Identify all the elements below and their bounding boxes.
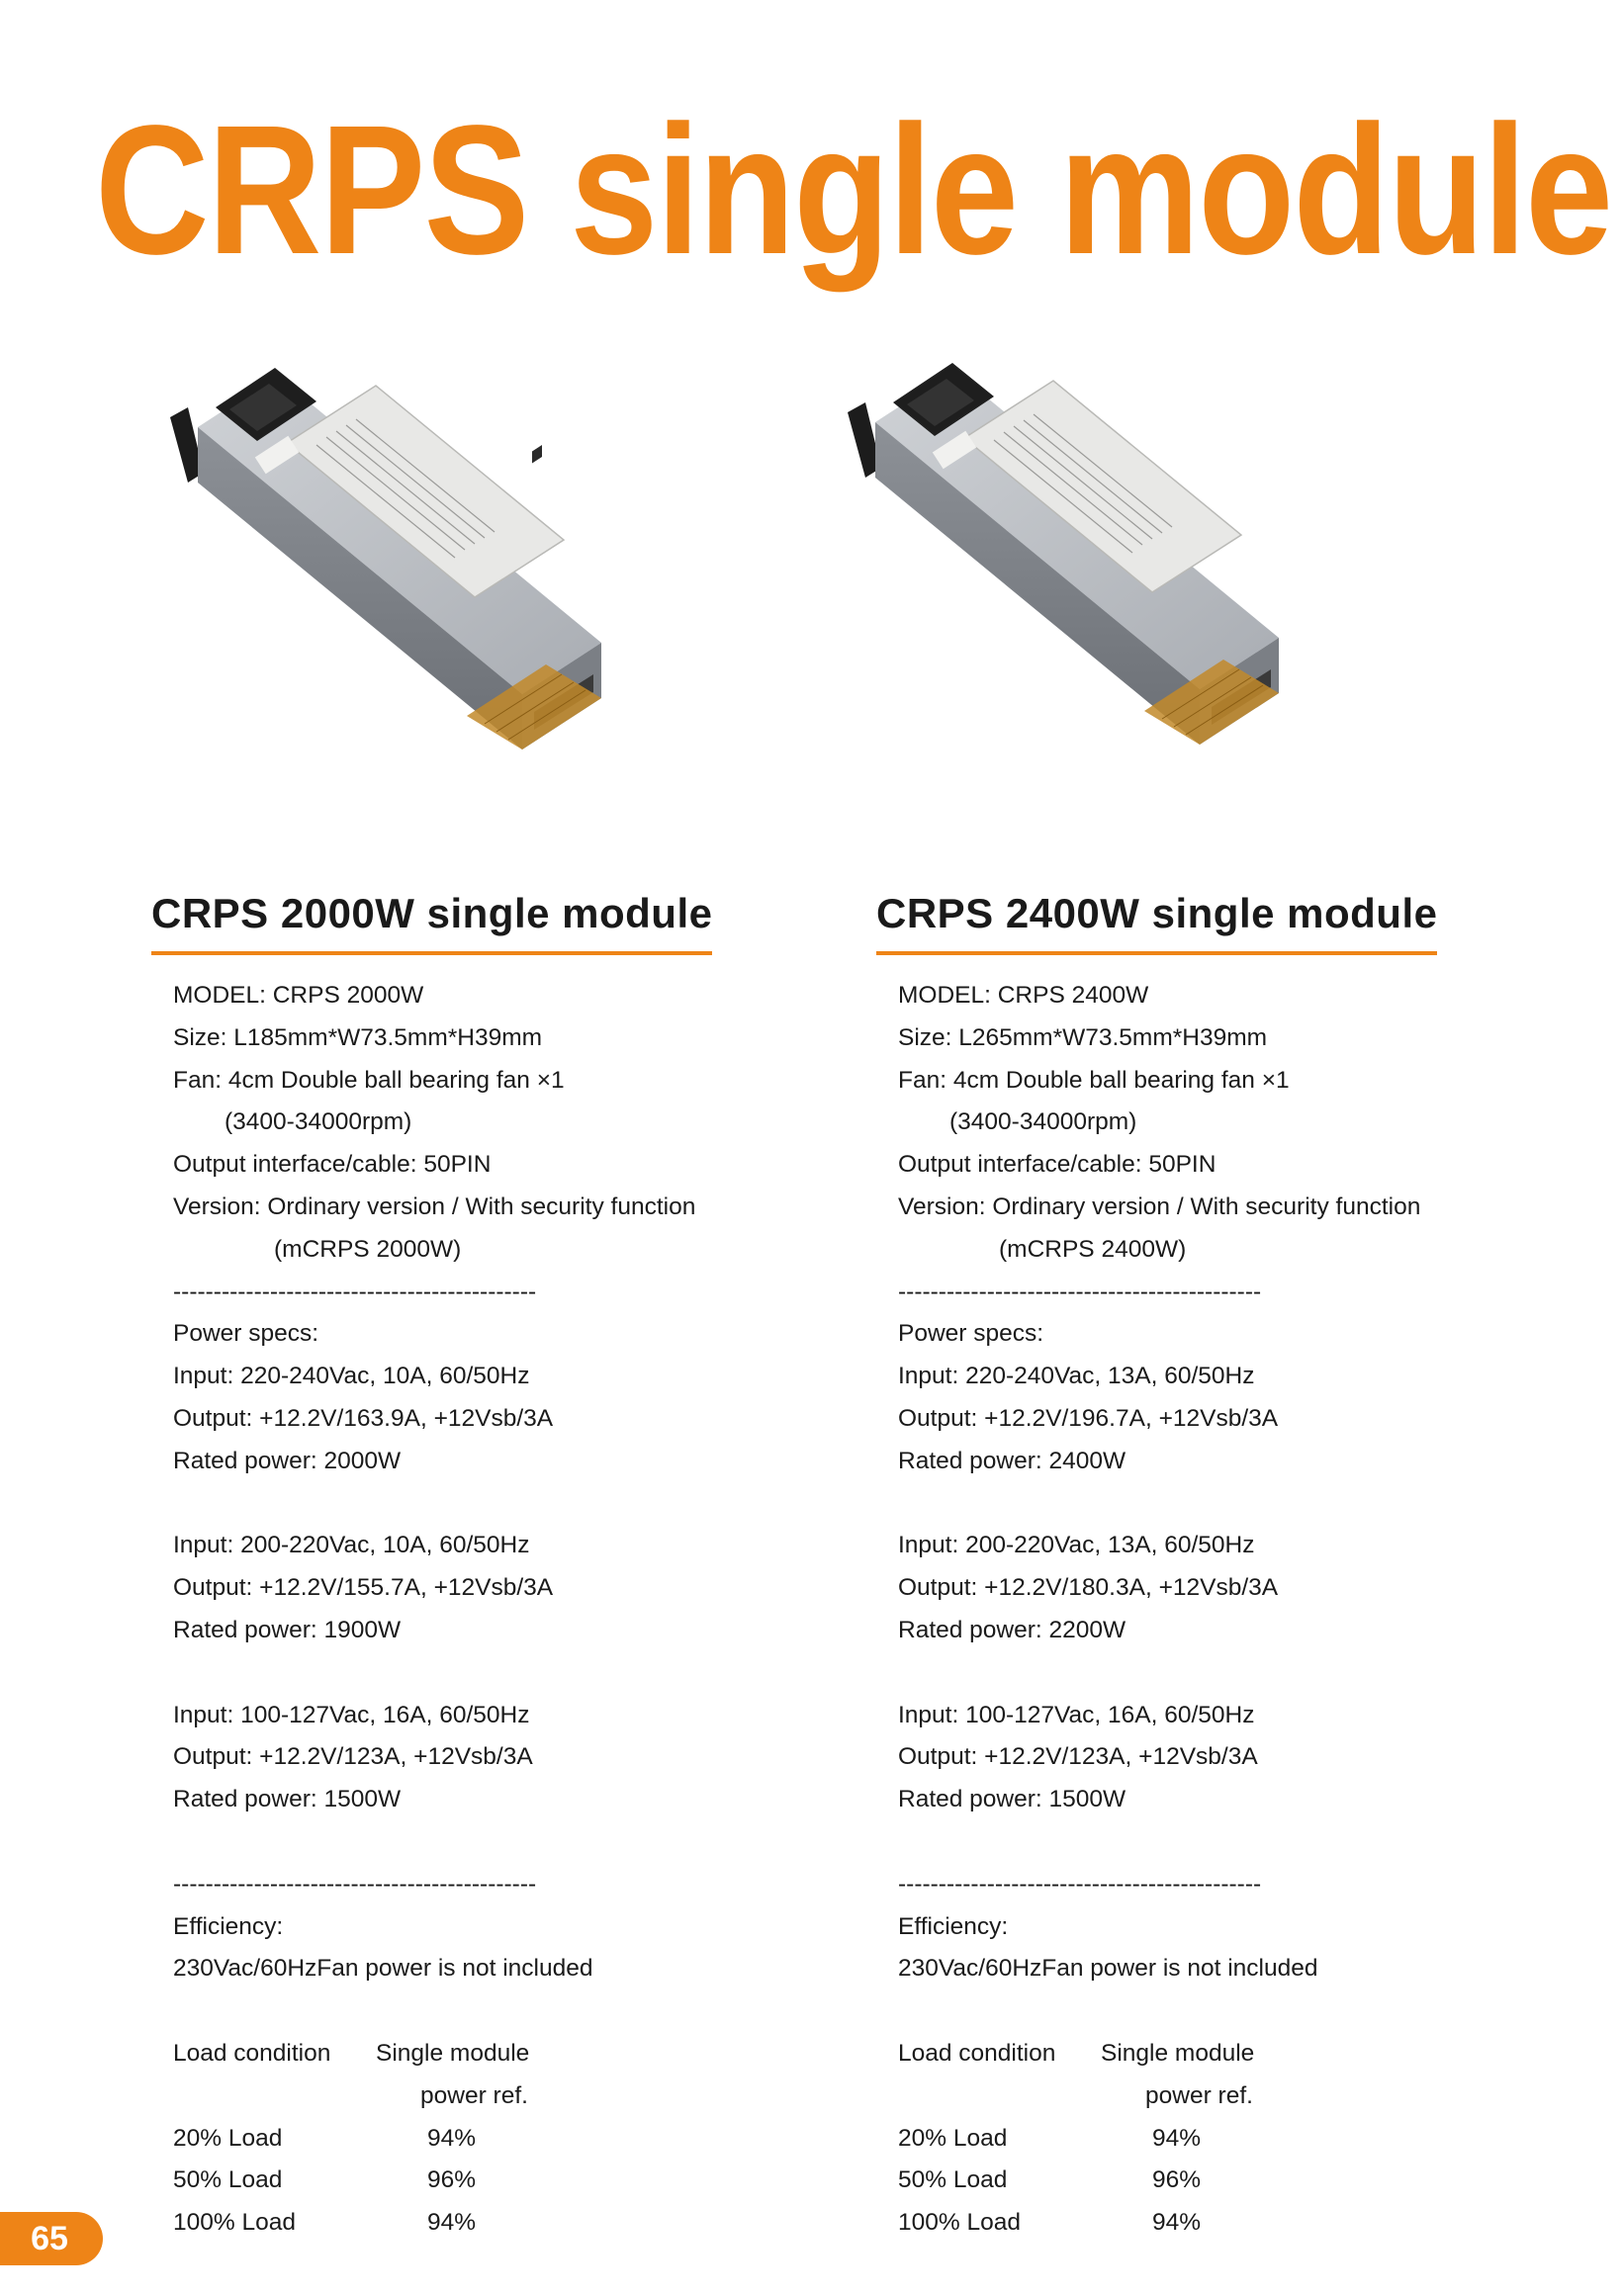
spec-version-sub: (mCRPS 2000W): [274, 1235, 462, 1263]
load-cell: 20% Load: [898, 2124, 1008, 2152]
spec-version: Version: Ordinary version / With security function: [173, 1192, 696, 1220]
load-cell: 100% Load: [173, 2209, 296, 2237]
table-row: [898, 2118, 1549, 2161]
efficiency-note: 230Vac/60HzFan power is not included: [173, 1955, 593, 1983]
product-heading: CRPS 2400W single module: [876, 890, 1437, 955]
spec-list: [876, 975, 1549, 2245]
power-rated: Rated power: 2400W: [898, 1447, 1126, 1474]
power-output: Output: +12.2V/180.3A, +12Vsb/3A: [898, 1574, 1279, 1602]
spec-version: Version: Ordinary version / With security function: [898, 1192, 1421, 1220]
load-cell: 50% Load: [898, 2166, 1008, 2194]
spec-model: MODEL: CRPS 2000W: [173, 982, 424, 1009]
table-row: [898, 2160, 1549, 2202]
table-row: [173, 2202, 824, 2245]
efficiency-cell: 96%: [427, 2166, 477, 2194]
efficiency-label: Efficiency:: [898, 1912, 1009, 1940]
power-output: Output: +12.2V/155.7A, +12Vsb/3A: [173, 1574, 554, 1602]
spec-fan: Fan: 4cm Double ball bearing fan ×1: [173, 1066, 565, 1094]
efficiency-cell: 94%: [1152, 2124, 1202, 2152]
table-row: [898, 2202, 1549, 2245]
efficiency-label: Efficiency:: [173, 1912, 284, 1940]
power-input: Input: 200-220Vac, 10A, 60/50Hz: [173, 1532, 530, 1559]
spec-size: Size: L185mm*W73.5mm*H39mm: [173, 1023, 543, 1051]
psu-2000w-image: [158, 356, 692, 821]
spec-size: Size: L265mm*W73.5mm*H39mm: [898, 1023, 1268, 1051]
spec-version-sub: (mCRPS 2400W): [999, 1235, 1187, 1263]
power-rated: Rated power: 2200W: [898, 1616, 1126, 1643]
power-input: Input: 220-240Vac, 10A, 60/50Hz: [173, 1363, 530, 1390]
load-cell: 100% Load: [898, 2209, 1021, 2237]
spec-list: [151, 975, 824, 2245]
power-specs-label: Power specs:: [898, 1320, 1044, 1348]
efficiency-cell: 96%: [1152, 2166, 1202, 2194]
product-column-2400w: [876, 890, 1549, 2245]
table-row: [173, 2118, 824, 2161]
efficiency-cell: 94%: [427, 2124, 477, 2152]
header-power-ref: power ref.: [1145, 2081, 1253, 2109]
efficiency-table-header: [173, 2033, 824, 2075]
page-number-badge: 65: [0, 2212, 103, 2265]
spec-fan-rpm: (3400-34000rpm): [949, 1108, 1137, 1136]
divider: ---------------------------------------------: [173, 1278, 537, 1305]
spec-output-interface: Output interface/cable: 50PIN: [173, 1151, 492, 1179]
spec-fan-rpm: (3400-34000rpm): [225, 1108, 412, 1136]
power-input: Input: 220-240Vac, 13A, 60/50Hz: [898, 1363, 1255, 1390]
power-output: Output: +12.2V/163.9A, +12Vsb/3A: [173, 1404, 554, 1432]
header-load-condition: Load condition: [898, 2039, 1056, 2067]
power-output: Output: +12.2V/123A, +12Vsb/3A: [898, 1743, 1258, 1771]
divider: ---------------------------------------------: [898, 1278, 1262, 1305]
divider: ---------------------------------------------: [898, 1870, 1262, 1898]
header-power-ref: power ref.: [420, 2081, 528, 2109]
power-rated: Rated power: 2000W: [173, 1447, 402, 1474]
product-column-2000w: [151, 890, 824, 2245]
load-cell: 50% Load: [173, 2166, 283, 2194]
spec-output-interface: Output interface/cable: 50PIN: [898, 1151, 1216, 1179]
header-load-condition: Load condition: [173, 2039, 331, 2067]
psu-2400w-image: [836, 351, 1370, 816]
efficiency-cell: 94%: [427, 2209, 477, 2237]
power-rated: Rated power: 1500W: [898, 1786, 1126, 1813]
power-output: Output: +12.2V/196.7A, +12Vsb/3A: [898, 1404, 1279, 1432]
table-row: [173, 2160, 824, 2202]
divider: ---------------------------------------------: [173, 1870, 537, 1898]
power-rated: Rated power: 1900W: [173, 1616, 402, 1643]
power-input: Input: 200-220Vac, 13A, 60/50Hz: [898, 1532, 1255, 1559]
product-heading: CRPS 2000W single module: [151, 890, 712, 955]
efficiency-table-header: [898, 2033, 1549, 2075]
page-title: CRPS single module: [95, 88, 1612, 293]
spec-fan: Fan: 4cm Double ball bearing fan ×1: [898, 1066, 1290, 1094]
load-cell: 20% Load: [173, 2124, 283, 2152]
power-output: Output: +12.2V/123A, +12Vsb/3A: [173, 1743, 533, 1771]
power-rated: Rated power: 1500W: [173, 1786, 402, 1813]
header-single-module: Single module: [376, 2039, 530, 2067]
efficiency-note: 230Vac/60HzFan power is not included: [898, 1955, 1318, 1983]
power-specs-label: Power specs:: [173, 1320, 319, 1348]
efficiency-cell: 94%: [1152, 2209, 1202, 2237]
power-input: Input: 100-127Vac, 16A, 60/50Hz: [173, 1701, 530, 1728]
header-single-module: Single module: [1101, 2039, 1255, 2067]
power-input: Input: 100-127Vac, 16A, 60/50Hz: [898, 1701, 1255, 1728]
spec-model: MODEL: CRPS 2400W: [898, 982, 1149, 1009]
